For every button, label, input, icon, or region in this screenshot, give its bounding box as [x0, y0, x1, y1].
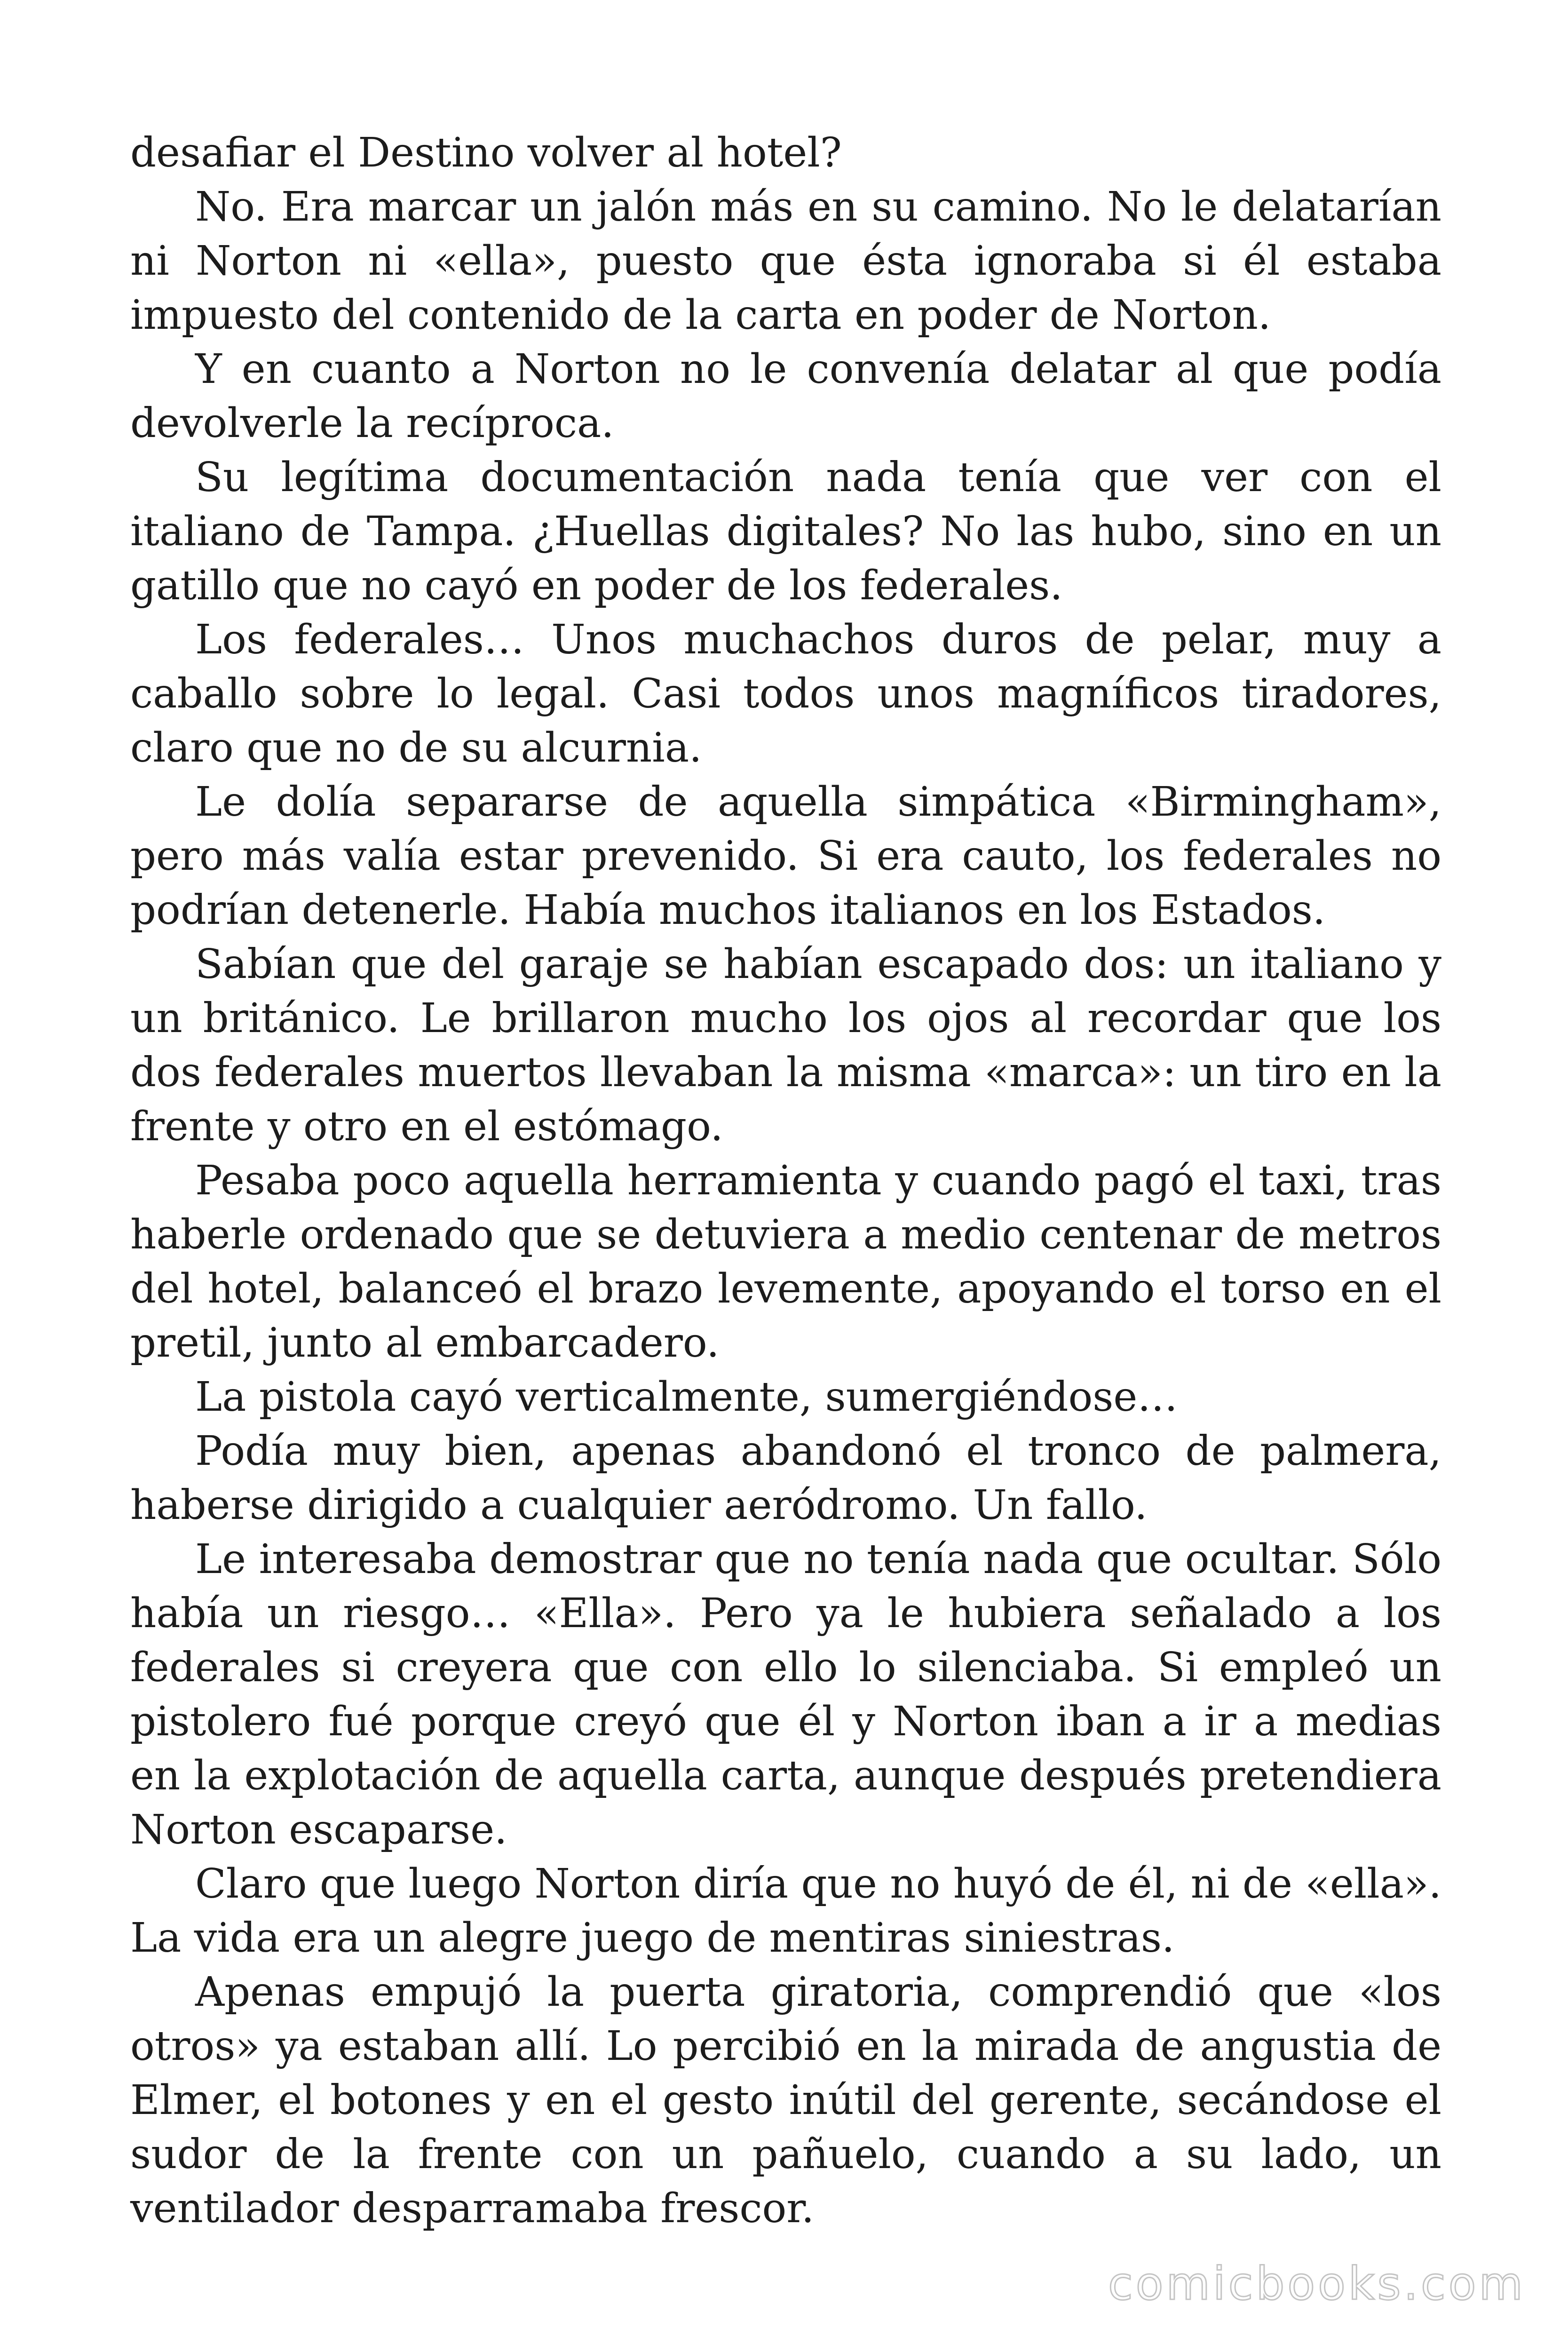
paragraph: Le dolía separarse de aquella simpática «Birmingham», pero más valía estar prevenido. Si era cauto, los federales no podrían detenerle. Había muchos italianos en los Estados. [130, 779, 1441, 934]
paragraph: No. Era marcar un jalón más en su camino. No le delatarían ni Norton ni «ella», puesto que ésta ignoraba si él estaba impuesto del contenido de la carta en poder de Norton. [130, 183, 1441, 339]
paragraph: La pistola cayó verticalmente, sumergiéndose… [195, 1374, 1178, 1421]
book-page-text [130, 126, 1441, 2236]
paragraph: Su legítima documentación nada tenía que ver con el italiano de Tampa. ¿Huellas digitales? No las hubo, sino en un gatillo que no cayó en poder de los federales. [130, 454, 1441, 609]
watermark: comicbooks.com [1108, 2257, 1526, 2310]
paragraph: Apenas empujó la puerta giratoria, comprendió que «los otros» ya estaban allí. Lo percibió en la mirada de angustia de Elmer, el botones y en el gesto inútil del gerente, secándose el sudor de la frente con un pañuelo, cuando a su lado, un ventilador desparramaba frescor. [130, 1969, 1441, 2232]
paragraph: Le interesaba demostrar que no tenía nada que ocultar. Sólo había un riesgo… «Ella». Pero ya le hubiera señalado a los federales si creyera que con ello lo silenciaba. Si empleó un pistolero fué porque creyó que él y Norton iban a ir a medias en la explotación de aquella carta, aunque después pretendiera Norton escaparse. [130, 1536, 1441, 1853]
paragraph: Los federales… Unos muchachos duros de pelar, muy a caballo sobre lo legal. Casi todos unos magníficos tiradores, claro que no de su alcurnia. [130, 616, 1441, 771]
paragraph: Y en cuanto a Norton no le convenía delatar al que podía devolverle la recíproca. [130, 346, 1441, 447]
paragraph: Claro que luego Norton diría que no huyó de él, ni de «ella». La vida era un alegre juego de mentiras siniestras. [130, 1860, 1441, 1962]
paragraph: Pesaba poco aquella herramienta y cuando pagó el taxi, tras haberle ordenado que se detuviera a medio centenar de metros del hotel, balanceó el brazo levemente, apoyando el torso en el pretil, junto al embarcadero. [130, 1157, 1441, 1367]
paragraph: Sabían que del garaje se habían escapado dos: un italiano y un británico. Le brillaron mucho los ojos al recordar que los dos federales muertos llevaban la misma «marca»: un tiro en la frente y otro en el estómago. [130, 941, 1441, 1150]
paragraph-continuation: desafiar el Destino volver al hotel? [130, 129, 842, 176]
paragraph: Podía muy bien, apenas abandonó el tronco de palmera, haberse dirigido a cualquier aeródromo. Un fallo. [130, 1428, 1441, 1529]
